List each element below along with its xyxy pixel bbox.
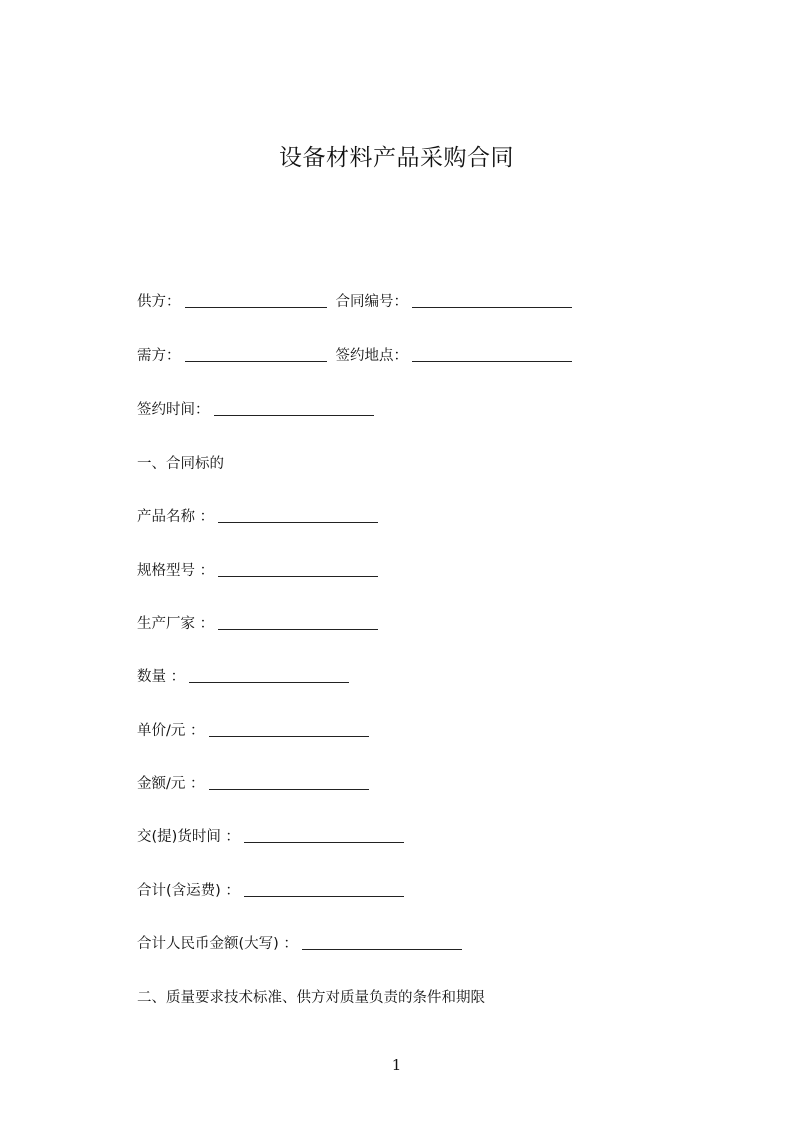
manufacturer-label: 生产厂家 ： (137, 616, 215, 632)
contract-no-blank[interactable] (412, 306, 572, 308)
unit-price-row (137, 719, 369, 740)
spec-row (137, 559, 378, 580)
sign-time-row (137, 398, 374, 419)
spec-blank[interactable] (218, 575, 378, 577)
amount-label: 金额/元 ： (137, 776, 205, 792)
product-name-blank[interactable] (218, 521, 378, 523)
buyer-blank[interactable] (185, 360, 327, 362)
total-blank[interactable] (244, 895, 404, 897)
section2-heading: 二、质量要求技术标准、供方对质量负责的条件和期限 (137, 990, 485, 1006)
section1-heading: 一、合同标的 (137, 456, 224, 472)
document-title: 设备材料产品采购合同 (279, 145, 514, 171)
total-rmb-row (137, 932, 462, 953)
total-rmb-blank[interactable] (302, 948, 462, 950)
manufacturer-blank[interactable] (218, 628, 378, 630)
supplier-blank[interactable] (185, 306, 327, 308)
total-row (137, 879, 404, 900)
sign-place-label: 签约地点： (335, 348, 408, 364)
amount-row (137, 772, 369, 793)
sign-time-label: 签约时间： (137, 402, 210, 418)
sign-place-blank[interactable] (412, 360, 572, 362)
supplier-label: 供方： (137, 294, 181, 310)
spec-label: 规格型号 ： (137, 563, 215, 579)
unit-price-blank[interactable] (209, 735, 369, 737)
quantity-row (137, 665, 349, 686)
delivery-time-blank[interactable] (244, 841, 404, 843)
sign-time-blank[interactable] (214, 414, 374, 416)
delivery-time-label: 交(提)货时间 ： (137, 829, 240, 845)
amount-blank[interactable] (209, 788, 369, 790)
page-number: 1 (391, 1056, 402, 1074)
product-name-row (137, 505, 378, 526)
quantity-blank[interactable] (189, 681, 349, 683)
manufacturer-row (137, 612, 378, 633)
buyer-row (137, 344, 572, 365)
delivery-time-row (137, 825, 404, 846)
supplier-row (137, 290, 572, 311)
total-label: 合计(含运费) ： (137, 883, 240, 899)
total-rmb-label: 合计人民币金额(大写) ： (137, 936, 298, 952)
quantity-label: 数量 ： (137, 669, 186, 685)
unit-price-label: 单价/元 ： (137, 723, 205, 739)
buyer-label: 需方： (137, 348, 181, 364)
contract-no-label: 合同编号： (335, 294, 408, 310)
product-name-label: 产品名称 ： (137, 509, 215, 525)
